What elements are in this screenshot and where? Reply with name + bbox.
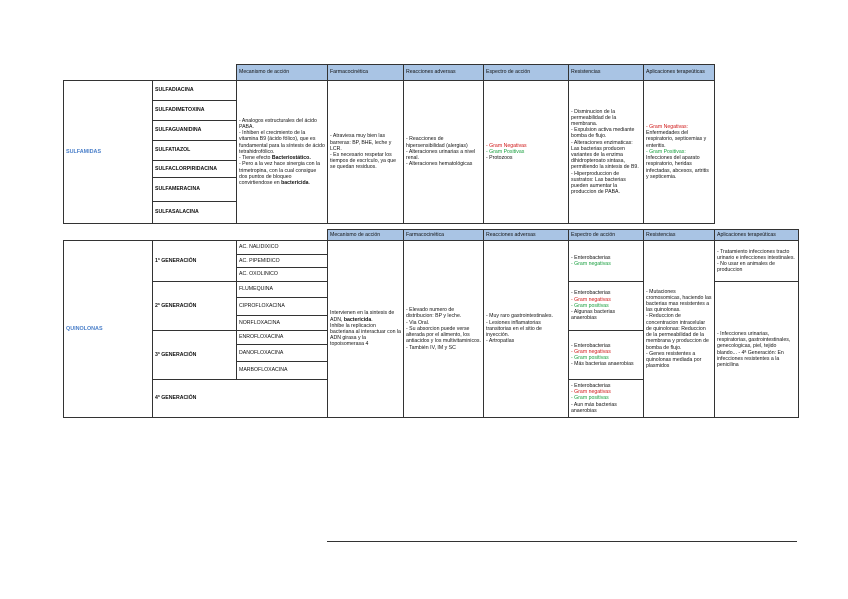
empty-corner bbox=[64, 230, 153, 241]
col-header-mecanismo: Mecanismo de acción bbox=[328, 230, 404, 241]
aplicaciones-gen1-cell: - Tratamiento infecciones tracto urinario e infecciones intestinales. - No usar en animales de produccion bbox=[715, 241, 799, 282]
aplicaciones-gen2-cell: - Infecciones urinarias, respiratorias, gastrointestinales, genecologicas, piel, tejido blando... - 4ª Generación: En infecciones resistentes a la penicilina bbox=[715, 282, 799, 418]
drug-name: SULFADIMETOXINA bbox=[153, 101, 237, 121]
generation-label: 2ª GENERACIÓN bbox=[153, 282, 237, 331]
drug-name: MARBOFLOXACINA bbox=[237, 362, 328, 380]
drug-name: SULFAGUANIDINA bbox=[153, 121, 237, 141]
resistencias-cell: - Disminucion de la permeabilidad de la membrana. - Expulsion activa mediante bomba de flujo. - Alteraciones enzimaticas: Las bacterias producen variantes de la enzima dihidropteroato sintasa, permitiendo la sintesis de B9. - Hiperproduccion de sustratos: Las bacterias pueden aumentar la produccion de PABA. bbox=[569, 81, 644, 224]
generation-label: 4ª GENERACIÓN bbox=[153, 380, 328, 418]
drug-name: AC. OXOLINICO bbox=[237, 268, 328, 282]
espectro-gen4-cell: - Enterobacterias - Gram negativas - Gram positivas - Aun más bacterias anaerobias bbox=[569, 380, 644, 418]
drug-name: AC. PIPEMIDICO bbox=[237, 255, 328, 268]
drug-name: SULFADIACINA bbox=[153, 81, 237, 101]
farmacocinetica-cell: - Atraviesa muy bien las barreras: BP, BHE, leche y LCR. - Es necesario respetar los tiempos de escrículo, ya que se quedan residuos. bbox=[328, 81, 404, 224]
resistencias-cell: - Mutaciones cromosomicas, haciendo las bacterias mas resistentes a las quinolonas. - Reduccion de concentracion intracelular de quinolonas: Reduccion de la permeabilidad de la membrana y produccion de bomba de flujo. - Genes resistentes a quinolonas mediada por plasmidos bbox=[644, 241, 715, 418]
drug-name: SULFASALACINA bbox=[153, 202, 237, 224]
footer-rule bbox=[327, 541, 797, 542]
drug-name: ENROFLOXACINA bbox=[237, 331, 328, 345]
mecanismo-cell: - Analogos estructurales del ácido PABA. - Inhiben el crecimiento de la vitamina B9 (ácido fólico), que es fundamental para la síntesis de ácido tetrahidrofólico. - Tiene efecto Bacteriostático. - Pero a la vez hace sinergia con la trimetropina, con la cual consigue dos puntos de bloqueo convirtiendose en bactericida. bbox=[237, 81, 328, 224]
quinolonas-table bbox=[63, 229, 799, 418]
empty-corner bbox=[237, 230, 328, 241]
col-header-aplicaciones: Aplicaciones terapeúticas bbox=[644, 65, 715, 81]
drug-name: NORFLOXACINA bbox=[237, 316, 328, 331]
drug-name: SULFATIAZOL bbox=[153, 141, 237, 161]
drug-name: AC. NALIDIXICO bbox=[237, 241, 328, 255]
drug-name: SULFAMERACINA bbox=[153, 178, 237, 202]
aplicaciones-cell: - Gram Negativas: Enfermedades del respiratorio, septicemias y enteritis. - Gram Positivas: Infecciones del aparato respiratorio, heridas infectadas, abcesos, artritis y septicemia. bbox=[644, 81, 715, 224]
sulfamidas-table bbox=[63, 64, 715, 224]
group-label-sulfamidas: SULFAMIDAS bbox=[64, 81, 153, 224]
generation-label: 3ª GENERACIÓN bbox=[153, 331, 237, 380]
col-header-reacciones: Reacciones adversas bbox=[404, 65, 484, 81]
col-header-farmacocinetica: Farmacocinética bbox=[328, 65, 404, 81]
empty-corner bbox=[64, 65, 153, 81]
col-header-espectro: Espectro de acción bbox=[484, 65, 569, 81]
generation-label: 1ª GENERACIÓN bbox=[153, 241, 237, 282]
col-header-espectro: Espectro de acción bbox=[569, 230, 644, 241]
espectro-gen1-cell: - Enterobacterias - Gram negativas bbox=[569, 241, 644, 282]
col-header-resistencias: Resistencias bbox=[569, 65, 644, 81]
col-header-reacciones: Reacciones adversas bbox=[484, 230, 569, 241]
espectro-gen2-cell: - Enterobacterias - Gram negativas - Gram positivas - Algunas bacterias anaerobias bbox=[569, 282, 644, 331]
espectro-cell: - Gram Negativas - Gram Positivas - Protozoos bbox=[484, 81, 569, 224]
drug-name: DANOFLOXACINA bbox=[237, 345, 328, 362]
col-header-aplicaciones: Aplicaciones terapeúticas bbox=[715, 230, 799, 241]
group-label-quinolonas: QUINOLONAS bbox=[64, 241, 153, 418]
drug-name: SULFACLORPIRIDACINA bbox=[153, 161, 237, 178]
col-header-mecanismo: Mecanismo de acción bbox=[237, 65, 328, 81]
farmacocinetica-cell: - Elevado numero de distribucion: BP y leche. - Via Oral. - Su absorcion puede verse alterada por el alimento, los antiacidos y los multivitaminicos. - También IV, IM y SC bbox=[404, 241, 484, 418]
empty-corner bbox=[153, 230, 237, 241]
col-header-resistencias: Resistencias bbox=[644, 230, 715, 241]
mecanismo-cell: Intervienen en la sintesis de ADN, bactericida. Inhibe la replicacion bacteriana al interactuar con la ADN girasa y la topoisomerasa 4 bbox=[328, 241, 404, 418]
empty-corner bbox=[153, 65, 237, 81]
drug-name: FLUMEQUINA bbox=[237, 282, 328, 298]
col-header-farmacocinetica: Farmacocinética bbox=[404, 230, 484, 241]
drug-name: CIPROFLOXACINA bbox=[237, 298, 328, 316]
espectro-gen3-cell: - Enterobacterias - Gram negativas - Gram positivas - Más bacterias anaerobias bbox=[569, 331, 644, 380]
reacciones-cell: - Muy raro gastrointestinales. - Lesiones inflamatorias transitorias en el sitio de inyección. - Artropatías bbox=[484, 241, 569, 418]
reacciones-cell: - Reacciones de hipersensibilidad (alergias) - Alteraciones urinarias a nivel renal. - Alteraciones hematológicas bbox=[404, 81, 484, 224]
